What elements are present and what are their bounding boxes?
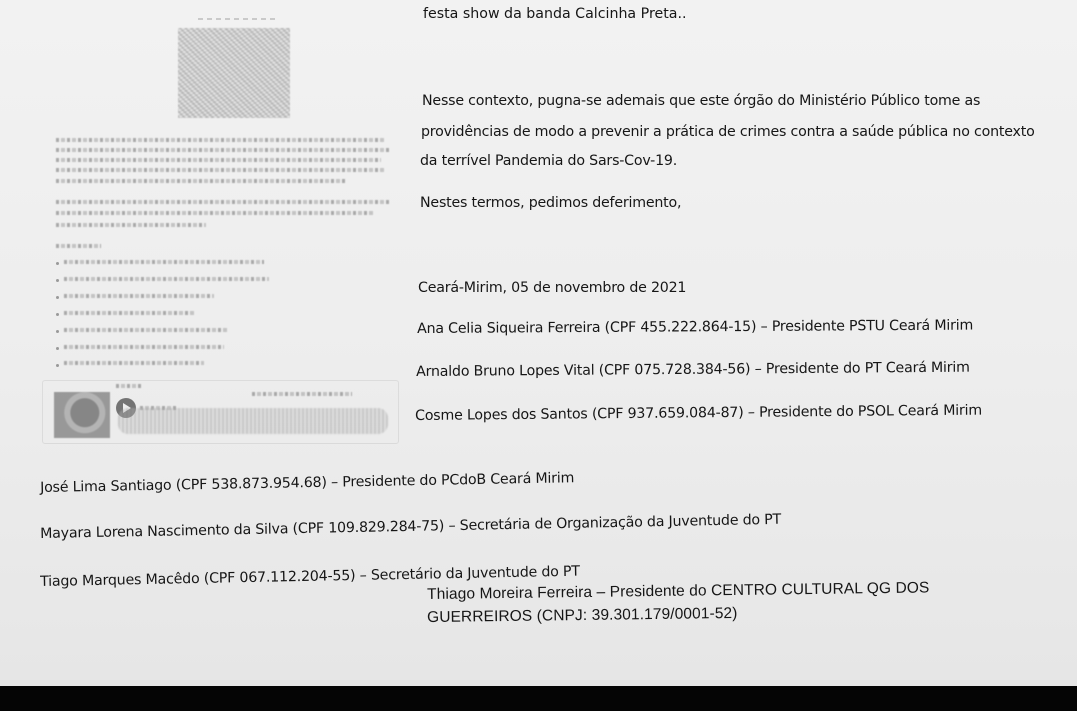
blurred-line: [252, 392, 352, 396]
bullet-dot: [56, 296, 59, 299]
final-signatory-line: GUERREIROS (CNPJ: 39.301.179/0001-52): [427, 604, 738, 626]
place-date: Ceará-Mirim, 05 de novembro de 2021: [418, 280, 687, 296]
blurred-line: [64, 328, 229, 332]
bullet-dot: [56, 330, 59, 333]
blurred-line: [64, 361, 204, 365]
blurred-line: [56, 138, 386, 142]
blurred-line: [56, 179, 346, 183]
blurred-line: [56, 223, 206, 227]
blurred-line: [56, 168, 386, 172]
signatory-line: Cosme Lopes dos Santos (CPF 937.659.084-87) – Presidente do PSOL Ceará Mirim: [415, 402, 983, 424]
blurred-line: [56, 211, 374, 215]
text-line: festa show da banda Calcinha Preta..: [423, 6, 687, 22]
blurred-line: [56, 244, 101, 248]
bullet-dot: [56, 279, 59, 282]
blurred-line: [64, 311, 194, 315]
blurred-seal: [178, 28, 290, 118]
signatory-line: Mayara Lorena Nascimento da Silva (CPF 109.829.284-75) – Secretária de Organização da Juventude do PT: [40, 511, 782, 542]
bullet-dot: [56, 313, 59, 316]
blurred-line: [64, 294, 214, 298]
blurred-line: [64, 260, 264, 264]
bullet-dot: [56, 262, 59, 265]
bottom-black-bar: [0, 686, 1077, 711]
final-signatory-line: Thiago Moreira Ferreira – Presidente do CENTRO CULTURAL QG DOS: [427, 579, 930, 603]
blurred-line: [116, 384, 141, 388]
signatory-line: Tiago Marques Macêdo (CPF 067.112.204-55) – Secretário da Juventude do PT: [40, 563, 580, 590]
avatar: [54, 392, 110, 438]
audio-waveform: [118, 408, 388, 434]
blurred-line: [56, 200, 391, 204]
bullet-dot: [56, 347, 59, 350]
signatory-line: Ana Celia Siqueira Ferreira (CPF 455.222.864-15) – Presidente PSTU Ceará Mirim: [417, 317, 974, 337]
seal-line: [198, 18, 276, 20]
bullet-dot: [56, 364, 59, 367]
signatory-line: Arnaldo Bruno Lopes Vital (CPF 075.728.384-56) – Presidente do PT Ceará Mirim: [416, 359, 970, 380]
blurred-line: [64, 277, 269, 281]
blurred-line: [56, 158, 381, 162]
paragraph-line: da terrível Pandemia do Sars-Cov-19.: [420, 153, 678, 169]
blurred-line: [64, 345, 224, 349]
blurred-line: [56, 148, 391, 152]
paragraph-line: providências de modo a prevenir a prática de crimes contra a saúde pública no contexto: [421, 124, 1035, 140]
paragraph-line: Nesse contexto, pugna-se ademais que este órgão do Ministério Público tome as: [422, 93, 981, 109]
closing-text: Nestes termos, pedimos deferimento,: [420, 195, 682, 211]
signatory-line: José Lima Santiago (CPF 538.873.954.68) – Presidente do PCdoB Ceará Mirim: [40, 470, 575, 496]
